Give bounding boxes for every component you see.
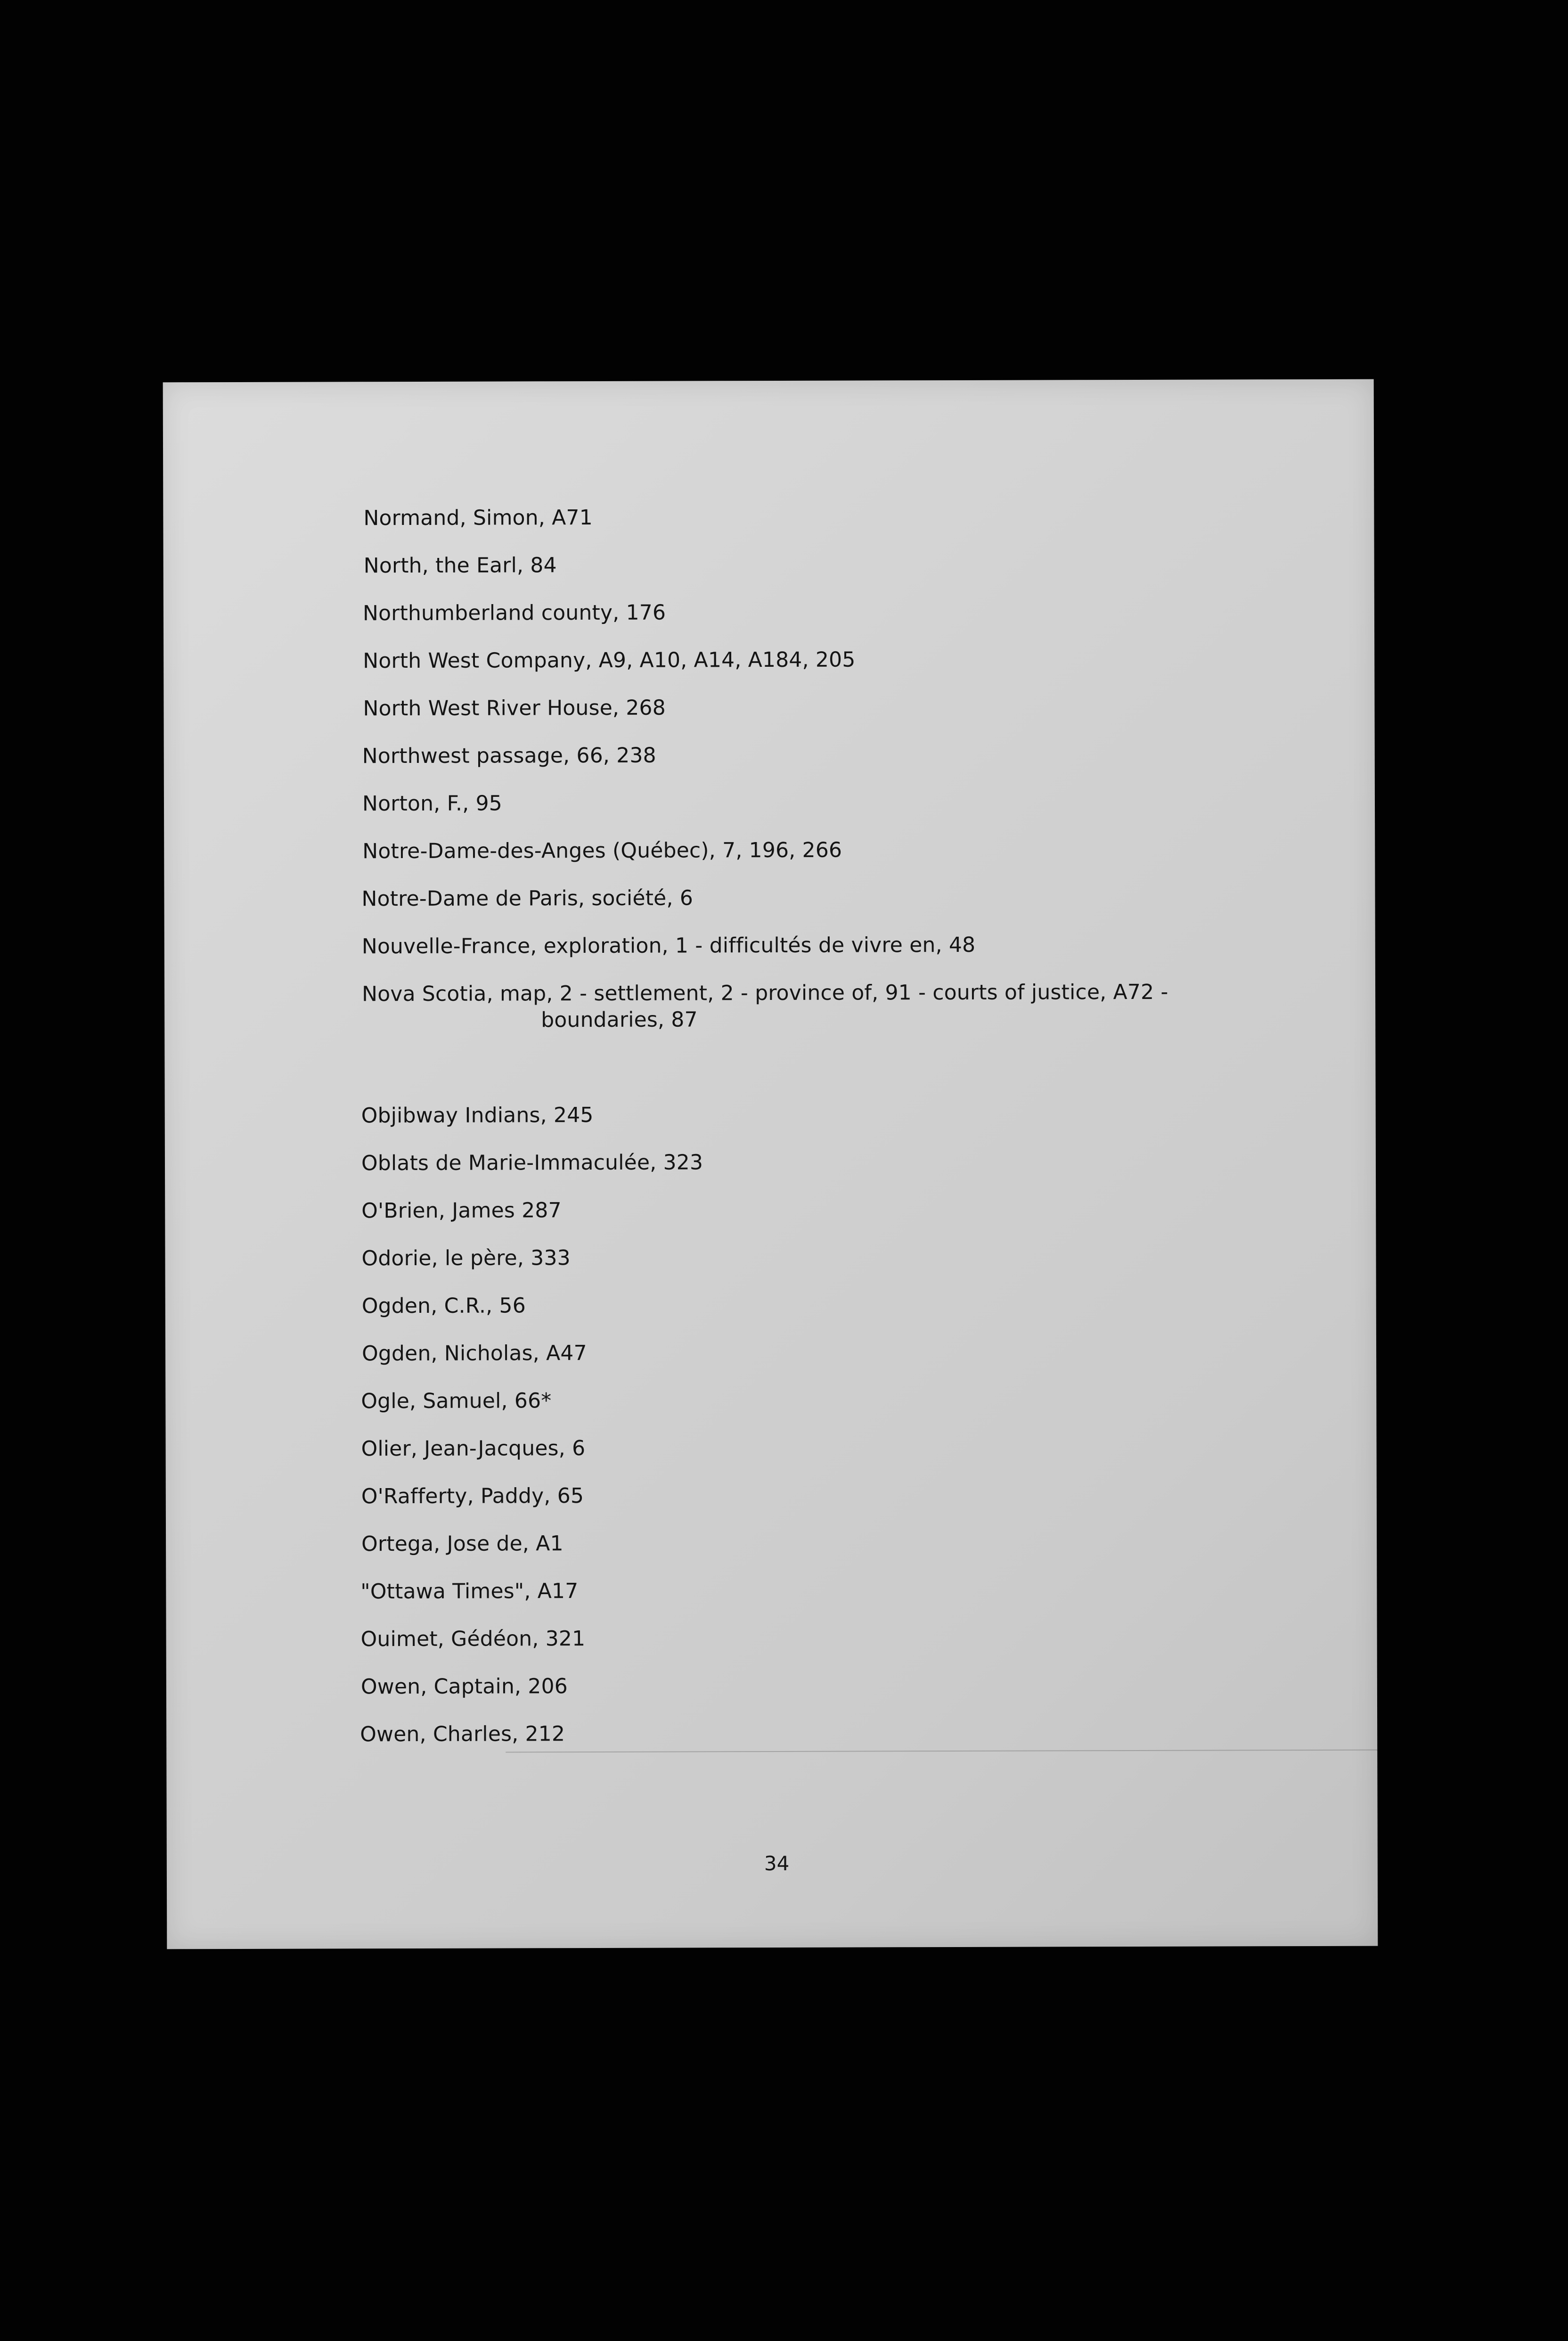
index-entry: Ogden, Nicholas, A47 xyxy=(361,1341,587,1366)
index-entry: Oblats de Marie-Immaculée, 323 xyxy=(361,1150,703,1176)
index-entry: Objibway Indians, 245 xyxy=(361,1103,594,1128)
index-entry: Northwest passage, 66, 238 xyxy=(362,743,656,769)
document-page xyxy=(163,379,1378,1949)
index-entry: Nouvelle-France, exploration, 1 - difficultés de vivre en, 48 xyxy=(361,933,976,959)
index-entry: Olier, Jean-Jacques, 6 xyxy=(361,1436,586,1461)
index-entry: North West River House, 268 xyxy=(363,696,666,721)
index-entry: Odorie, le père, 333 xyxy=(361,1246,571,1271)
index-entry: Norton, F., 95 xyxy=(362,791,503,816)
index-entry: North West Company, A9, A10, A14, A184, 205 xyxy=(363,647,856,673)
index-entry: North, the Earl, 84 xyxy=(363,553,557,578)
index-entry: Normand, Simon, A71 xyxy=(363,505,593,531)
index-entry: "Ottawa Times", A17 xyxy=(360,1579,579,1604)
index-entry: Ouimet, Gédéon, 321 xyxy=(360,1627,586,1652)
index-entry: Northumberland county, 176 xyxy=(362,600,666,626)
index-entry: Notre-Dame de Paris, société, 6 xyxy=(361,886,694,911)
scan-artifact-line xyxy=(506,1750,1377,1753)
index-entry: Owen, Charles, 212 xyxy=(360,1722,565,1747)
index-entry: O'Rafferty, Paddy, 65 xyxy=(361,1484,584,1509)
index-entry: Ogden, C.R., 56 xyxy=(361,1293,526,1318)
index-entry-continuation: boundaries, 87 xyxy=(541,1007,698,1032)
page-number: 34 xyxy=(764,1851,790,1875)
index-entry-text: Nova Scotia, map, 2 - settlement, 2 - province of, 91 - courts of justice, A72 - xyxy=(361,980,1168,1007)
index-entry: Owen, Captain, 206 xyxy=(360,1674,568,1699)
index-entry: Notre-Dame-des-Anges (Québec), 7, 196, 266 xyxy=(362,838,842,864)
index-entry: O'Brien, James 287 xyxy=(361,1198,562,1223)
index-entry: Ogle, Samuel, 66* xyxy=(361,1389,552,1414)
index-entry: Ortega, Jose de, A1 xyxy=(361,1531,564,1556)
index-entry xyxy=(362,979,1168,1034)
